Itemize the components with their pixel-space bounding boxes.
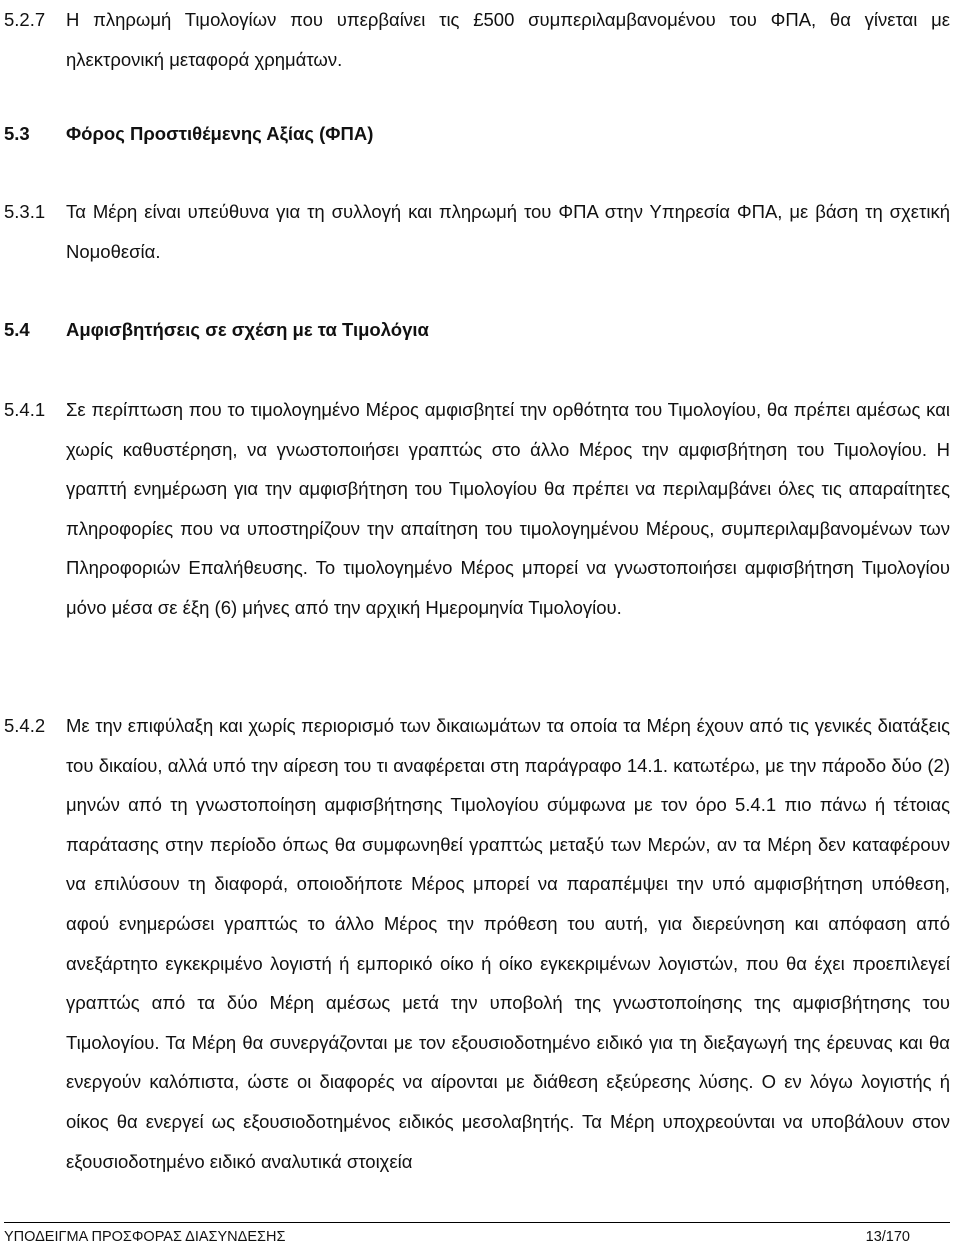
clause-number: 5.3.1 (4, 201, 46, 222)
clause-number: 5.4.2 (4, 715, 46, 736)
clause-5-4-2 (4, 706, 950, 1181)
clause-text: Με την επιφύλαξη και χωρίς περιορισμό των δικαιωμάτων τα οποία τα Μέρη έχουν από τις γενικές διατάξεις του δικαίου, αλλά υπό την αίρεση του τι αναφέρεται στη παράγραφο 14.1. κατωτέρω, με την πάροδο δύο (2) μηνών από τη γνωστοποίηση αμφισβήτησης Τιμολογίου σύμφωνα με τον όρο 5.4.1 πιο πάνω ή τέτοιας παράτασης στην περίοδο όπως θα συμφωνηθεί γραπτώς μεταξύ των Μερών, αν τα Μέρη δεν καταφέρουν να επιλύσουν τη διαφορά, οποιοδήποτε Μέρος μπορεί να παραπέμψει την υπό αμφισβήτηση υπόθεση, αφού ενημερώσει γραπτώς το άλλο Μέρος την πρόθεση του αυτή, για διερεύνηση και απόφαση από ανεξάρτητο εγκεκριμένο λογιστή ή εμπορικό οίκο ή οίκο εγκεκριμένων λογιστών, που θα έχει προεπιλεγεί γραπτώς από τα δύο Μέρη αμέσως μετά την υποβολή της γνωστοποίησης της αμφισβήτησης του Τιμολογίου. Τα Μέρη θα συνεργάζονται με τον εξουσιοδοτημένο ειδικό για τη διεξαγωγή της έρευνας και θα ενεργούν καλόπιστα, ώστε οι διαφορές να αίρονται με διάθεση εξεύρεσης λύσης. Ο εν λόγω λογιστής ή οίκος θα ενεργεί ως εξουσιοδοτημένος ειδικός μεσολαβητής. Τα Μέρη υποχρεούνται να υποβάλουν στον εξουσιοδοτημένο ειδικό αναλυτικά στοιχεία (66, 715, 950, 1172)
section-title: Αμφισβητήσεις σε σχέση με τα Τιμολόγια (66, 319, 429, 340)
section-number: 5.3 (4, 123, 30, 144)
section-number: 5.4 (4, 319, 30, 340)
clause-5-2-7 (4, 0, 950, 79)
footer-document-title: ΥΠΟΔΕΙΓΜΑ ΠΡΟΣΦΟΡΑΣ ΔΙΑΣΥΝΔΕΣΗΣ (4, 1229, 286, 1245)
clause-text: Σε περίπτωση που το τιμολογημένο Μέρος αμφισβητεί την ορθότητα του Τιμολογίου, θα πρέπει αμέσως και χωρίς καθυστέρηση, να γνωστοποιήσει γραπτώς στο άλλο Μέρος την αμφισβήτηση του Τιμολογίου. Η γραπτή ενημέρωση για την αμφισβήτηση του Τιμολογίου θα πρέπει να περιλαμβάνει όλες τις απαραίτητες πληροφορίες που να υποστηρίζουν την απαίτηση του τιμολογημένου Μέρους, συμπεριλαμβανομένων των Πληροφοριών Επαλήθευσης. Το τιμολογημένο Μέρος μπορεί να γνωστοποιήσει αμφισβήτηση Τιμολογίου μόνο μέσα σε έξη (6) μήνες από την αρχική Ημερομηνία Τιμολογίου. (66, 399, 950, 618)
footer-page-number: 13/170 (865, 1229, 910, 1245)
clause-number: 5.2.7 (4, 9, 46, 30)
clause-text: Τα Μέρη είναι υπεύθυνα για τη συλλογή και πληρωμή του ΦΠΑ στην Υπηρεσία ΦΠΑ, με βάση τη σχετική Νομοθεσία. (66, 201, 950, 262)
section-title: Φόρος Προστιθέμενης Αξίας (ΦΠΑ) (66, 123, 374, 144)
clause-number: 5.4.1 (4, 399, 46, 420)
section-heading-5-4 (4, 310, 950, 350)
clause-text: Η πληρωμή Τιμολογίων που υπερβαίνει τις £500 συμπεριλαμβανομένου του ΦΠΑ, θα γίνεται με ηλεκτρονική μεταφορά χρημάτων. (66, 9, 950, 70)
clause-5-4-1 (4, 390, 950, 628)
clause-5-3-1 (4, 192, 950, 271)
page-footer (4, 1222, 950, 1245)
section-heading-5-3 (4, 114, 950, 154)
